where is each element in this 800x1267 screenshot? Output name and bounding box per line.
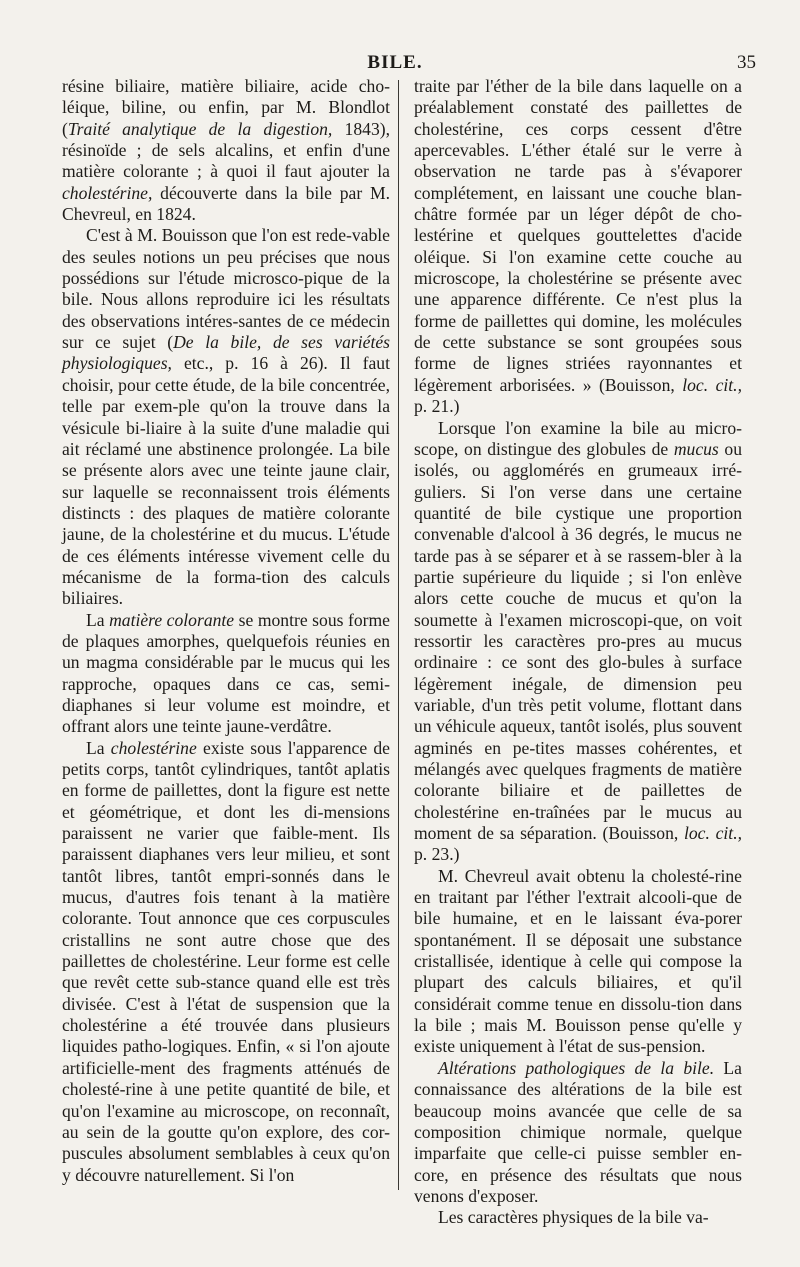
paragraph-mucus: Lorsque l'on examine la bile au micro-scope, on distingue des globules de mucus ou isolés, ou agglomérés en grumeaux irré-guliers. Si l'on verse dans une certaine quantité de bile cystique une proportion convenable d'alcool à 36 degrés, le mucus ne tarde pas à se séparer et à se rassem-bler à la partie supérieure du liquide ; si l'on enlève alors cette couche de mucus et qu'on la soumette à l'examen microscopi-que, on voit ressortir les caractères pro-pres au mucus ordinaire : ce sont des glo-bules à surface légèrement inégale, de dimension peu variable, d'un très petit volume, flottant dans un véhicule aqueux, tantôt isolés, plus souvent agminés en pe-tites masses cohérentes, et mélangés avec quelques fragments de matière colorante biliaire et de paillettes de cholestérine en-traînées par le mucus au moment de sa séparation. (Bouisson, loc. cit., p. 23.): [414, 417, 742, 865]
left-column: [62, 76, 390, 1186]
paragraph-caracteres: Les caractères physiques de la bile va-: [438, 1207, 709, 1228]
paragraph-matiere-colorante: La matière colorante se montre sous forme de plaques amorphes, quelquefois réunies en un magma considérable par le mucus qui les rapproche, opaques dans ce cas, semi-diaphanes si leur volume est moindre, et offrant alors une teinte jaune-verdâtre.: [62, 609, 390, 737]
page-number: 35: [737, 52, 756, 73]
right-column: [414, 76, 742, 1229]
paragraph-ether: traite par l'éther de la bile dans laquelle on a préalablement constaté des paillettes de cholestérine, ces corps cessent d'être apercevables. L'éther étalé sur le verre à observation ne tarde pas à s'évaporer complétement, en laissant une couche blan-châtre formée par un léger dépôt de cho-lestérine et quelques gouttelettes d'acide oléique. Si l'on examine cette couche au microscope, la cholestérine se présente avec une apparence différente. Ce n'est plus la forme de paillettes qui domine, les molécules de cette substance se sont groupées sous forme de lignes striées rayonnantes et légèrement arborisées. » (Bouisson, loc. cit., p. 21.): [414, 76, 742, 417]
paragraph-cholesterine: La cholestérine existe sous l'apparence de petits corps, tantôt cylindriques, tantôt aplatis en forme de paillettes, dont la figure est nette et géométrique, et dont les di-mensions paraissent ne varier que faible-ment. Ils paraissent diaphanes vers leur milieu, et sont tantôt libres, tantôt empri-sonnés dans le mucus, d'autres fois tenant à la matière colorante. Tout annonce que ces corpuscules cristallins ne sont autre chose que des paillettes de cholestérine. Leur forme est celle que revêt cette sub-stance quand elle est très divisée. C'est à l'état de suspension que la cholestérine a été trouvée dans plusieurs liquides patho-logiques. Enfin, « si l'on ajoute artificielle-ment des fragments atténués de cholesté-rine à une petite quantité de bile, et qu'on l'examine au microscope, on reconnaît, au sein de la goutte qu'on explore, des cor-puscules absolument semblables à ceux qu'on y découvre naturellement. Si l'on: [62, 737, 390, 1185]
paragraph-bouisson: C'est à M. Bouisson que l'on est rede-vable des seules notions un peu précises que nous possédions sur l'étude microsco-pique de la bile. Nous allons reproduire ici les résultats des observations intéres-santes de ce médecin sur ce sujet (De la bile, de ses variétés physiologiques, etc., p. 16 à 26). Il faut choisir, pour cette étude, de la bile concentrée, telle par exem-ple qu'on la trouve dans la vésicule bi-liaire à la suite d'une maladie qui ait réclamé une abstinence prolongée. La bile se présente alors avec une teinte jaune clair, sur laquelle se reconnaissent trois éléments distincts : des plaques de matière colorante jaune, de la cholestérine et du mucus. L'étude de ces éléments intéresse vivement celle du mécanisme de la forma-tion des calculs biliaires.: [62, 225, 391, 609]
paragraph-chevreul: M. Chevreul avait obtenu la cholesté-rine en traitant par l'éther l'extrait alcooli-que de bile humaine, et en le laissant éva-porer spontanément. Il se déposait une substance cristallisée, identique à celle qui compose la plupart des calculs biliaires, et qu'il considérait comme tenue en dissolu-tion dans la bile ; mais M. Bouisson pense qu'elle y existe uniquement à l'état de sus-pension.: [414, 865, 742, 1057]
paragraph-alterations: Altérations pathologiques de la bile. La connaissance des altérations de la bile est beaucoup moins avancée que celle de sa composition chimique normale, quelque imparfaite que celle-ci puisse sembler en-core, en présence des résultats que nous venons d'exposer.: [414, 1057, 742, 1206]
running-title: BILE.: [367, 52, 423, 73]
running-head: [0, 52, 800, 78]
column-rule: [398, 80, 399, 1190]
paragraph-composition-end: résine biliaire, matière biliaire, acide cho-léique, biline, ou enfin, par M. Blondlot (Traité analytique de la digestion, 1843), résinoïde ; de sels alcalins, et enfin d'une matière colorante ; à quoi il faut ajouter la cholestérine, découverte dans la bile par M. Chevreul, en 1824.: [62, 76, 390, 225]
